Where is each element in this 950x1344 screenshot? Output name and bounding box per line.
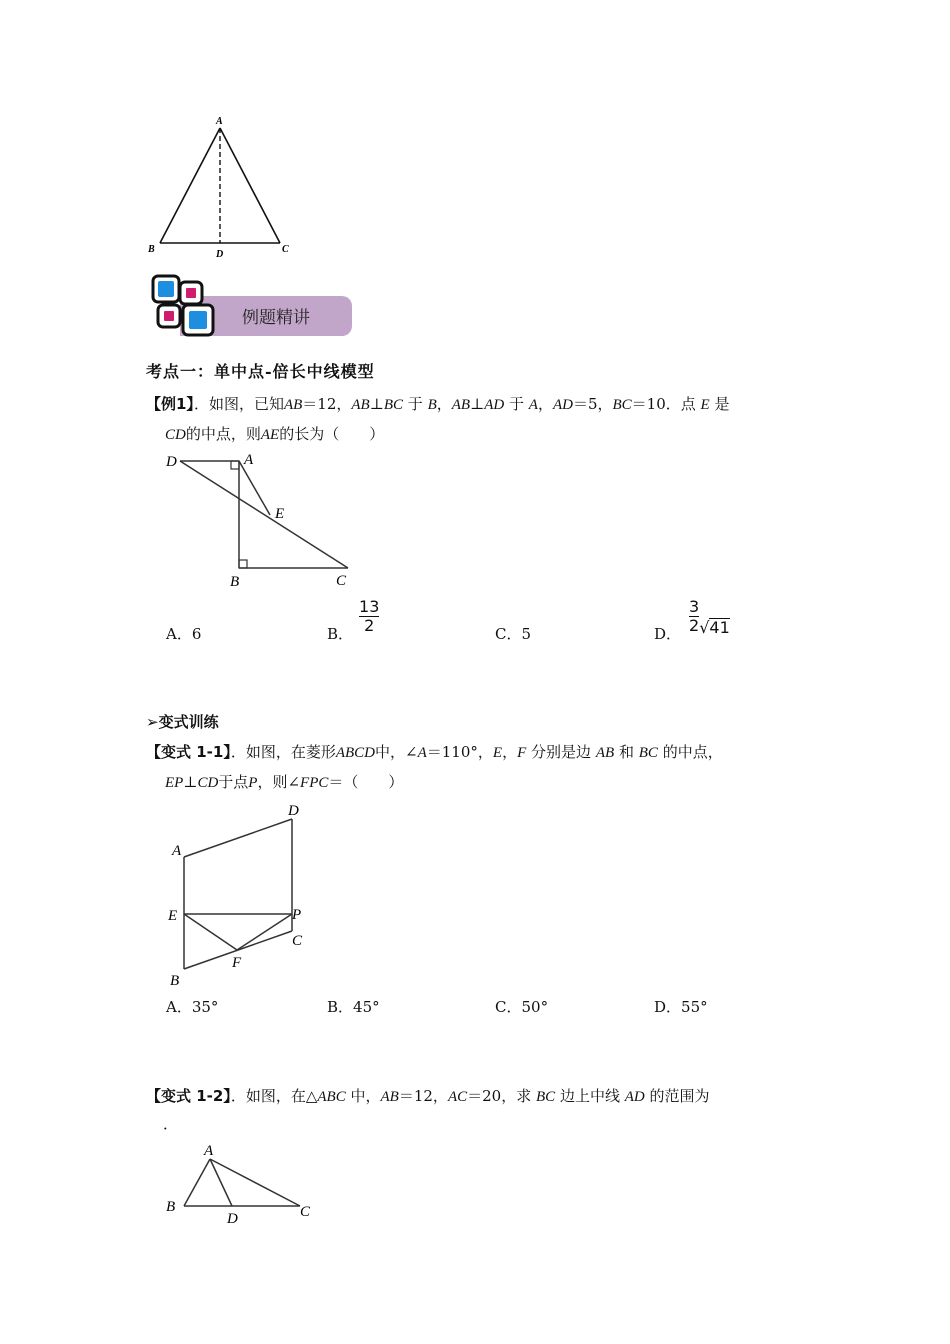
text: 中，	[350, 1087, 381, 1105]
option-label: D．	[654, 625, 682, 643]
var: E	[492, 745, 503, 761]
text: ．如图，在△	[230, 1087, 318, 1105]
label-d: D	[166, 454, 177, 470]
right-angle-a	[231, 461, 239, 469]
numerator: 13	[359, 597, 380, 616]
side-ac	[220, 128, 280, 243]
section-title: 考点一：单中点-倍长中线模型	[146, 362, 375, 381]
sqrt-icon: √	[699, 618, 710, 637]
text: 于	[407, 395, 423, 413]
variant1-line1	[146, 742, 723, 763]
radicand: 41	[709, 618, 730, 637]
var: AC	[447, 1089, 468, 1105]
variant2-blank-period: ．	[163, 1115, 179, 1133]
text: 边上中线	[559, 1087, 620, 1105]
example1-figure	[160, 448, 360, 593]
var: A	[417, 745, 427, 761]
label-a: A	[216, 116, 223, 127]
variant1-line2	[165, 772, 403, 793]
var: AB	[283, 397, 303, 413]
label-b: B	[148, 244, 155, 255]
rhombus-figure	[160, 796, 320, 996]
text: 的范围为	[649, 1087, 710, 1105]
text: 的长为（ ）	[279, 425, 385, 443]
var: CD	[197, 775, 219, 791]
label-b: B	[166, 1199, 176, 1215]
text: ＝20，求	[467, 1087, 532, 1105]
var: ABCD	[335, 745, 376, 761]
label-d: D	[216, 249, 224, 260]
segment-ae	[239, 461, 270, 515]
segment-dc	[180, 461, 348, 568]
label-d: D	[288, 803, 299, 819]
text: 中，∠	[375, 743, 418, 761]
example-banner	[150, 273, 356, 339]
variant1-option-a: A．35°	[166, 998, 219, 1016]
var: E	[700, 397, 710, 413]
var: AB	[351, 397, 370, 413]
label-c: C	[336, 573, 347, 589]
text: ，	[436, 395, 452, 413]
text: ＝12，	[398, 1087, 448, 1105]
fraction-13-2	[359, 598, 379, 635]
text: 和	[618, 743, 634, 761]
var: FPC	[300, 775, 329, 791]
label-b: B	[170, 973, 180, 989]
label-c: C	[300, 1204, 311, 1220]
text: 的中点，	[662, 743, 723, 761]
var: AB	[595, 745, 615, 761]
side-ab	[184, 1159, 210, 1206]
text: ，	[502, 743, 518, 761]
var: CD	[165, 427, 186, 443]
var: AB	[380, 1089, 399, 1105]
label-c: C	[292, 933, 303, 949]
label-a: A	[244, 452, 254, 468]
var: AD	[484, 397, 505, 413]
median-ad	[210, 1159, 232, 1206]
var: F	[517, 745, 527, 761]
var: BC	[638, 745, 658, 761]
text: 于点	[218, 773, 249, 791]
text: ．如图，已知	[193, 395, 284, 413]
denominator: 2	[359, 616, 379, 635]
text: ＝110°，	[426, 743, 493, 761]
text: ，则∠	[257, 773, 301, 791]
segment-fp	[237, 914, 292, 950]
perp-symbol: ⊥	[183, 773, 198, 791]
text: ．如图，在菱形	[230, 743, 336, 761]
example1-line2	[165, 424, 384, 445]
side-ab	[160, 128, 220, 243]
example1-option-d	[654, 598, 730, 644]
puzzle-squares-icon	[150, 273, 216, 339]
var: AD	[624, 1089, 645, 1105]
segment-ef	[184, 914, 237, 950]
var: BC	[535, 1089, 556, 1105]
label-c: C	[282, 244, 289, 255]
text: 是	[714, 395, 730, 413]
text: ＝5，	[572, 395, 613, 413]
variant2-tag: 【变式 1-2】	[146, 1087, 231, 1105]
triangle-median-figure	[160, 1138, 330, 1228]
perp-symbol: ⊥	[369, 395, 384, 413]
label-e: E	[275, 506, 285, 522]
example1-option-a: A．6	[166, 625, 202, 643]
label-a: A	[204, 1143, 214, 1159]
var: EP	[165, 775, 184, 791]
label-f: F	[232, 955, 242, 971]
banner-label: 例题精讲	[242, 308, 310, 328]
variant1-tag: 【变式 1-1】	[146, 743, 231, 761]
label-b: B	[230, 574, 240, 590]
var: AD	[552, 397, 573, 413]
label-p: P	[292, 907, 302, 923]
var: BC	[383, 397, 403, 413]
variant1-option-b: B．45°	[327, 998, 380, 1016]
example1-tag: 【例1】	[146, 395, 194, 413]
example1-option-c: C．5	[495, 625, 532, 643]
text: ＝（ ）	[328, 773, 404, 791]
side-ac	[210, 1159, 300, 1206]
var: AE	[260, 427, 280, 443]
variant2-line1	[146, 1086, 710, 1107]
right-angle-b	[239, 560, 247, 568]
numerator: 3	[689, 597, 700, 616]
var: AB	[451, 397, 471, 413]
example1-line1	[146, 394, 730, 415]
text: ＝10．点	[631, 395, 696, 413]
text: 于	[508, 395, 524, 413]
var: BC	[612, 397, 632, 413]
text: 的中点，则	[185, 425, 261, 443]
isosceles-triangle-figure	[140, 112, 300, 262]
variant-heading: ➢变式训练	[146, 713, 219, 731]
var: ABC	[317, 1089, 346, 1105]
label-a: A	[172, 843, 182, 859]
label-d: D	[227, 1211, 238, 1227]
var: B	[427, 397, 437, 413]
var: P	[248, 775, 258, 791]
text: ＝12，	[302, 395, 352, 413]
text: ，	[537, 395, 553, 413]
perp-symbol: ⊥	[470, 395, 485, 413]
option-label: B．	[327, 625, 354, 643]
variant1-option-c: C．50°	[495, 998, 549, 1016]
denominator: 2	[689, 616, 700, 635]
label-e: E	[168, 908, 178, 924]
var: A	[528, 397, 538, 413]
text: 分别是边	[531, 743, 592, 761]
fraction-3-2	[689, 598, 699, 635]
side-ad	[184, 819, 292, 857]
example1-option-b	[327, 598, 379, 644]
variant1-option-d: D．55°	[654, 998, 708, 1016]
